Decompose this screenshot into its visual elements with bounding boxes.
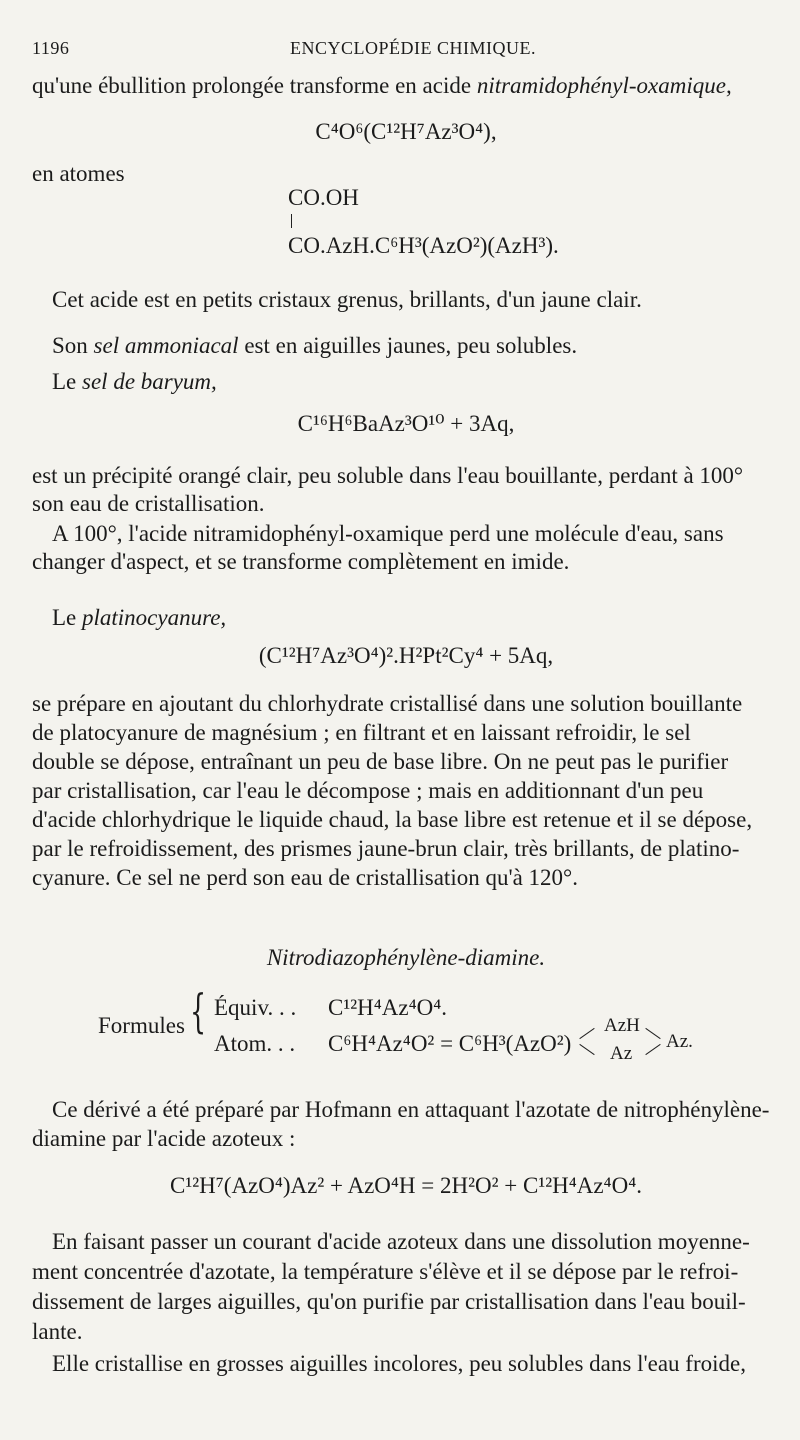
text: Le — [52, 369, 83, 394]
document-page — [32, 0, 780, 1440]
text: Le — [52, 605, 83, 630]
p100-line-1: A 100°, l'acide nitramidophényl-oxamique perd une molécule d'eau, sans — [52, 521, 724, 546]
p100-line-2: changer d'aspect, et se transforme complètement en imide. — [32, 549, 570, 574]
reaction-equation: C¹²H⁷(AzO⁴)Az² + AzO⁴H = 2H²O² + C¹²H⁴Az⁴O⁴. — [170, 1173, 642, 1198]
formules-label: Formules — [98, 1013, 185, 1038]
page-number: 1196 — [32, 38, 70, 58]
precipitate-line-2: son eau de cristallisation. — [32, 491, 265, 516]
text: est en aiguilles jaunes, peu solubles. — [238, 333, 578, 358]
precipitate-line-1: est un précipité orangé clair, peu soluble dans l'eau bouillante, perdant à 100° — [32, 463, 744, 488]
brace: { — [190, 984, 207, 1038]
az-end: Az. — [666, 1031, 693, 1052]
faisant-line-3: dissement de larges aiguilles, qu'on purifie par cristallisation dans l'eau bouil- — [32, 1289, 746, 1314]
ammoniacal-salt-line — [52, 332, 577, 360]
intro-text: qu'une ébullition prolongée transforme en acide — [32, 73, 477, 98]
running-title: ENCYCLOPÉDIE CHIMIQUE. — [290, 38, 536, 58]
atom-formula-top: CO.OH — [288, 185, 359, 210]
faisant-line-4: lante. — [32, 1319, 83, 1344]
azh-group: AzH — [604, 1015, 640, 1036]
crystals-paragraph: Cet acide est en petits cristaux grenus, brillants, d'un jaune clair. — [52, 287, 642, 312]
platinocyanure-label — [52, 604, 226, 632]
salt-name: sel ammoniacal — [93, 333, 239, 358]
prepare-line-3: double se dépose, entraînant un peu de base libre. On ne peut pas le purifier — [32, 749, 729, 774]
barium-salt-label — [52, 368, 217, 396]
prepare-line-6: par le refroidissement, des prismes jaune-brun clair, très brillants, de platino- — [32, 836, 740, 861]
bracket-upper — [579, 1028, 594, 1039]
prepare-line-1: se prépare en ajoutant du chlorhydrate cristallisé dans une solution bouillante — [32, 691, 743, 716]
acid-name: nitramidophényl-oxamique, — [476, 73, 732, 98]
equiv-acid-formula: C⁴O⁶(C¹²H⁷Az³O⁴), — [315, 119, 497, 144]
prepare-line-4: par cristallisation, car l'eau le décompose ; mais en additionnant d'un peu — [32, 778, 704, 803]
derive-line-1: Ce dérivé a été préparé par Hofmann en attaquant l'azotate de nitrophénylène- — [52, 1097, 770, 1122]
equiv-formula: C¹²H⁴Az⁴O⁴. — [328, 995, 447, 1020]
last-line: Elle cristallise en grosses aiguilles incolores, peu solubles dans l'eau froide, — [52, 1351, 746, 1376]
bracket-lower — [579, 1044, 594, 1055]
equiv-label: Équiv. . . — [214, 995, 297, 1020]
platinocyanure-formula: (C¹²H⁷Az³O⁴)².H²Pt²Cy⁴ + 5Aq, — [258, 643, 554, 668]
atom-label: Atom. . . — [214, 1031, 296, 1056]
prepare-line-5: d'acide chlorhydrique le liquide chaud, la base libre est retenue et il se dépose, — [32, 807, 753, 832]
section-title: Nitrodiazophénylène-diamine. — [266, 945, 546, 970]
prepare-line-7: cyanure. Ce sel ne perd son eau de cristallisation qu'à 120°. — [32, 865, 579, 890]
bracket-upper-right — [645, 1028, 660, 1039]
salt-name: sel de baryum, — [82, 369, 217, 394]
bracket-lower-right — [645, 1044, 660, 1055]
atom-formula: C⁶H⁴Az⁴O² = C⁶H³(AzO²) — [328, 1031, 572, 1056]
prepare-line-2: de platocyanure de magnésium ; en filtrant et en laissant refroidir, le sel — [32, 720, 691, 745]
en-atomes-label: en atomes — [32, 161, 125, 186]
intro-line — [32, 72, 732, 100]
barium-salt-formula: C¹⁶H⁶BaAz³O¹⁰ + 3Aq, — [297, 411, 515, 436]
faisant-line-2: ment concentrée d'azotate, la température s'élève et il se dépose par le refroi- — [32, 1259, 739, 1284]
bond-line — [291, 214, 292, 228]
salt-name: platinocyanure, — [82, 605, 227, 630]
text: Son — [52, 333, 94, 358]
atom-formula-bottom: CO.AzH.C⁶H³(AzO²)(AzH³). — [288, 233, 559, 258]
faisant-line-1: En faisant passer un courant d'acide azoteux dans une dissolution moyenne- — [52, 1229, 750, 1254]
az-group: Az — [610, 1043, 633, 1064]
derive-line-2: diamine par l'acide azoteux : — [32, 1126, 296, 1151]
